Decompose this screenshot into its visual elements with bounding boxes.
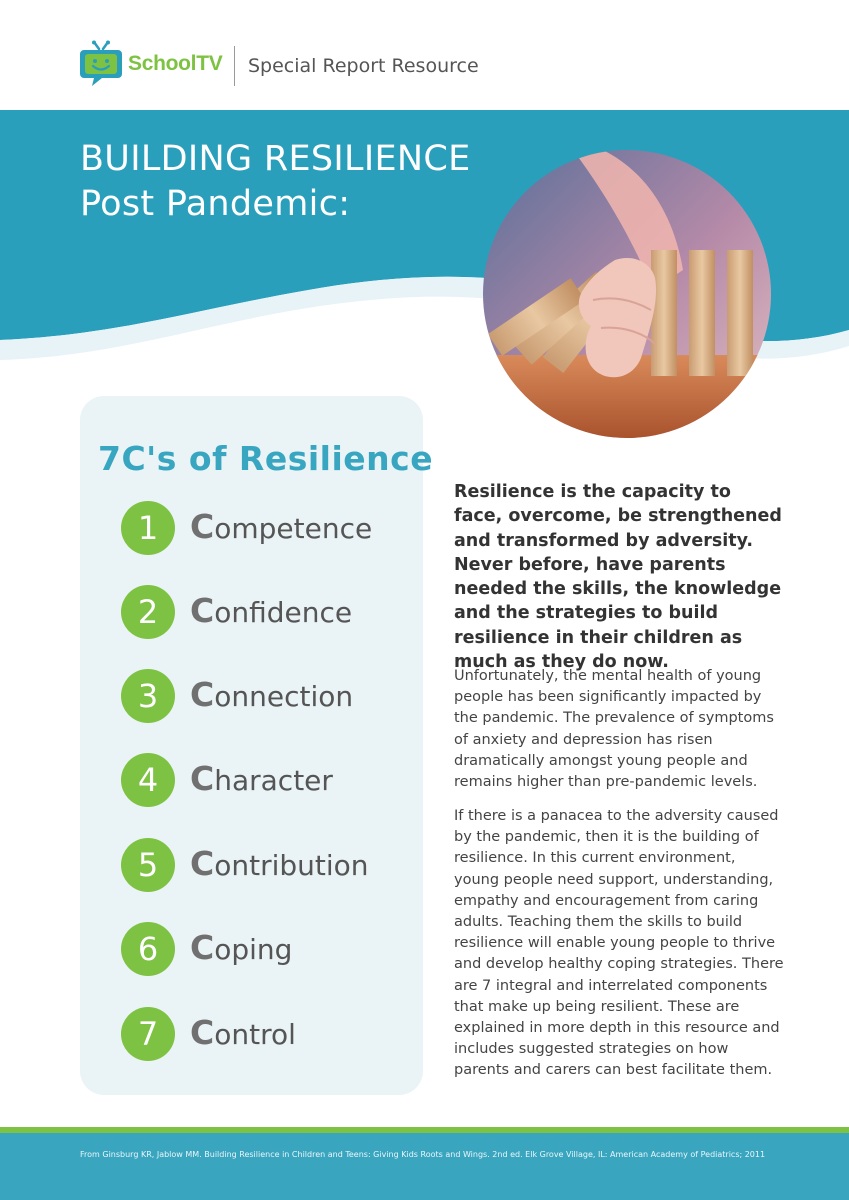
- page-title-line2: Post Pandemic:: [80, 184, 351, 224]
- number-badge: 6: [121, 922, 175, 976]
- header-subtitle: Special Report Resource: [248, 55, 479, 77]
- c-rest: haracter: [214, 764, 333, 797]
- number-badge: 7: [121, 1007, 175, 1061]
- c-rest: ontribution: [214, 849, 369, 882]
- brand-name: SchoolTV: [128, 52, 223, 75]
- c-rest: onfidence: [214, 596, 353, 629]
- c-rest: ompetence: [214, 512, 373, 545]
- number-badge: 2: [121, 585, 175, 639]
- c-initial: C: [190, 507, 215, 546]
- dominoes-hand-photo: [483, 150, 771, 438]
- c-initial: C: [190, 1013, 215, 1052]
- c-initial: C: [190, 759, 215, 798]
- panel-heading: 7C's of Resilience: [98, 439, 434, 478]
- number-badge: 5: [121, 838, 175, 892]
- number-badge: 4: [121, 753, 175, 807]
- body-paragraph-2: If there is a panacea to the adversity caused by the pandemic, then it is the building of resilience. In this current environment, young people need support, understanding, empathy and encouragement from caring adults. Teaching them the skills to build resilience will enable young people to thrive and develop healthy coping strategies. There are 7 integral and interrelated components that make up being resilient. These are explained in more depth in this resource and includes suggested strategies on how parents and carers can best facilitate them.: [454, 808, 784, 1079]
- resilience-panel: [80, 396, 423, 1095]
- c-item-label: [190, 928, 292, 967]
- body-paragraph-1: Unfortunately, the mental health of young people has been significantly impacted by the pandemic. The prevalence of symptoms of anxiety and depression has risen dramatically amongst young people and remains higher than pre-pandemic levels.: [454, 668, 774, 791]
- c-item-label: [190, 675, 353, 714]
- number-badge: 1: [121, 501, 175, 555]
- c-item-label: [190, 759, 333, 798]
- page-title-line1: BUILDING RESILIENCE: [80, 139, 471, 179]
- header-divider: [234, 46, 235, 86]
- page-footer: [0, 1133, 849, 1200]
- c-initial: C: [190, 591, 215, 630]
- tv-logo-icon: [80, 40, 122, 88]
- c-initial: C: [190, 844, 215, 883]
- c-rest: ontrol: [214, 1018, 296, 1051]
- c-item-label: [190, 507, 372, 546]
- number-badge: 3: [121, 669, 175, 723]
- c-item-label: [190, 1013, 296, 1052]
- c-item-label: [190, 844, 369, 883]
- c-initial: C: [190, 928, 215, 967]
- c-rest: onnection: [214, 680, 354, 713]
- c-initial: C: [190, 675, 215, 714]
- c-item-label: [190, 591, 352, 630]
- c-rest: oping: [214, 933, 293, 966]
- footer-citation: From Ginsburg KR, Jablow MM. Building Resilience in Children and Teens: Giving Kids Roots and Wings. 2nd ed. Elk Grove Village, IL: American Academy of Pediatrics; 2011: [80, 1150, 766, 1159]
- lead-paragraph: Resilience is the capacity to face, overcome, be strengthened and transformed by adversity. Never before, have parents needed the skills, the knowledge and the strategies to build resilience in their children as much as they do now.: [454, 482, 782, 673]
